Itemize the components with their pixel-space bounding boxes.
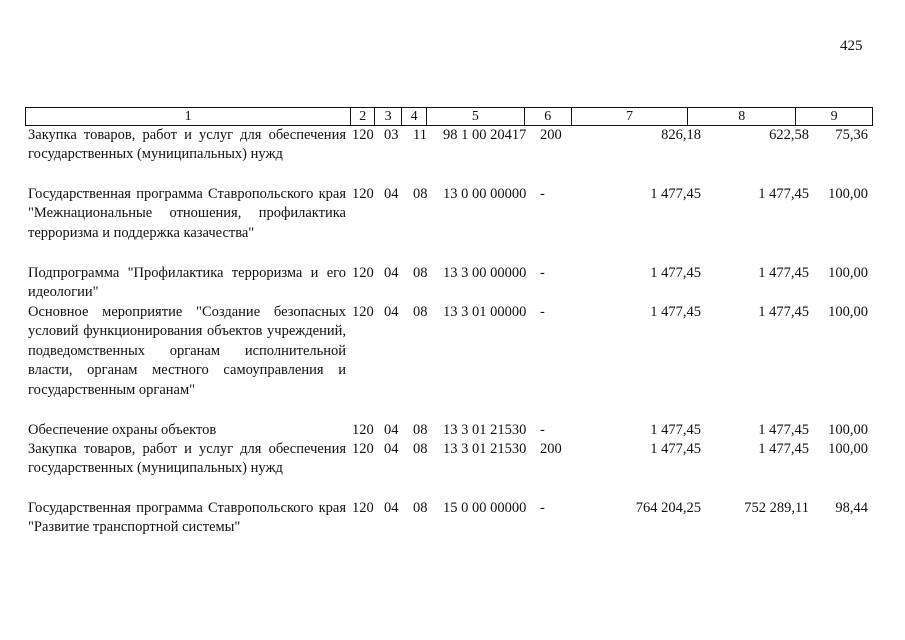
cell-col2: 120 bbox=[352, 265, 374, 281]
cell-col5: 13 3 01 21530 bbox=[443, 422, 527, 438]
cell-col4: 11 bbox=[413, 127, 427, 143]
cell-col8: 622,58 bbox=[769, 127, 809, 143]
table-header-row bbox=[25, 107, 873, 126]
cell-col2: 120 bbox=[352, 441, 374, 457]
cell-col8: 1 477,45 bbox=[758, 265, 809, 281]
cell-col6: - bbox=[540, 265, 545, 281]
cell-col2: 120 bbox=[352, 186, 374, 202]
cell-col7: 1 477,45 bbox=[650, 186, 701, 202]
cell-col4: 08 bbox=[413, 186, 428, 202]
cell-col8: 752 289,11 bbox=[744, 500, 809, 516]
cell-col4: 08 bbox=[413, 441, 428, 457]
row-description: Государственная программа Ставропольского края "Межнациональные отношения, профилактика терроризма и поддержка казачества" bbox=[28, 186, 346, 241]
cell-col4: 08 bbox=[413, 304, 428, 320]
column-header-3: 3 bbox=[375, 108, 402, 125]
column-header-2: 2 bbox=[351, 108, 375, 125]
cell-col3: 04 bbox=[384, 441, 399, 457]
cell-col9: 100,00 bbox=[828, 441, 868, 457]
cell-col3: 03 bbox=[384, 127, 399, 143]
cell-col3: 04 bbox=[384, 500, 399, 516]
cell-col7: 1 477,45 bbox=[650, 441, 701, 457]
cell-col5: 15 0 00 00000 bbox=[443, 500, 527, 516]
cell-col8: 1 477,45 bbox=[758, 441, 809, 457]
cell-col8: 1 477,45 bbox=[758, 422, 809, 438]
cell-col9: 98,44 bbox=[835, 500, 868, 516]
cell-col5: 13 0 00 00000 bbox=[443, 186, 527, 202]
cell-col9: 75,36 bbox=[835, 127, 868, 143]
row-description: Закупка товаров, работ и услуг для обеспечения государственных (муниципальных) нужд bbox=[28, 127, 346, 163]
cell-col4: 08 bbox=[413, 500, 428, 516]
cell-col7: 1 477,45 bbox=[650, 265, 701, 281]
cell-col5: 13 3 00 00000 bbox=[443, 265, 527, 281]
cell-col4: 08 bbox=[413, 422, 428, 438]
column-header-4: 4 bbox=[402, 108, 427, 125]
cell-col3: 04 bbox=[384, 422, 399, 438]
cell-col9: 100,00 bbox=[828, 422, 868, 438]
cell-col3: 04 bbox=[384, 304, 399, 320]
cell-col2: 120 bbox=[352, 304, 374, 320]
cell-col5: 98 1 00 20417 bbox=[443, 127, 527, 143]
row-description: Подпрограмма "Профилактика терроризма и его идеологии" bbox=[28, 265, 346, 301]
column-header-8: 8 bbox=[688, 108, 796, 125]
row-description: Государственная программа Ставропольского края "Развитие транспортной системы" bbox=[28, 500, 346, 536]
column-header-7: 7 bbox=[572, 108, 689, 125]
row-description: Основное мероприятие "Создание безопасных условий функционирования объектов учреждений, подведомственных органам исполнительной власти, органам местного самоуправления и государственным органам" bbox=[28, 304, 346, 398]
cell-col7: 1 477,45 bbox=[650, 422, 701, 438]
cell-col9: 100,00 bbox=[828, 265, 868, 281]
column-header-5: 5 bbox=[427, 108, 525, 125]
column-header-9: 9 bbox=[830, 108, 838, 124]
cell-col2: 120 bbox=[352, 127, 374, 143]
cell-col6: - bbox=[540, 186, 545, 202]
row-description: Обеспечение охраны объектов bbox=[28, 422, 217, 438]
cell-col6: - bbox=[540, 500, 545, 516]
cell-col3: 04 bbox=[384, 265, 399, 281]
column-header-6: 6 bbox=[525, 108, 572, 125]
cell-col7: 764 204,25 bbox=[635, 500, 701, 516]
cell-col2: 120 bbox=[352, 500, 374, 516]
cell-col6: - bbox=[540, 422, 545, 438]
cell-col3: 04 bbox=[384, 186, 399, 202]
cell-col6: 200 bbox=[540, 441, 562, 457]
cell-col5: 13 3 01 21530 bbox=[443, 441, 527, 457]
cell-col7: 826,18 bbox=[661, 127, 701, 143]
cell-col9: 100,00 bbox=[828, 186, 868, 202]
cell-col7: 1 477,45 bbox=[650, 304, 701, 320]
cell-col6: - bbox=[540, 304, 545, 320]
cell-col8: 1 477,45 bbox=[758, 186, 809, 202]
cell-col9: 100,00 bbox=[828, 304, 868, 320]
cell-col2: 120 bbox=[352, 422, 374, 438]
cell-col6: 200 bbox=[540, 127, 562, 143]
cell-col8: 1 477,45 bbox=[758, 304, 809, 320]
page-number: 425 bbox=[840, 38, 863, 54]
cell-col4: 08 bbox=[413, 265, 428, 281]
cell-col5: 13 3 01 00000 bbox=[443, 304, 527, 320]
row-description: Закупка товаров, работ и услуг для обеспечения государственных (муниципальных) нужд bbox=[28, 441, 346, 477]
column-header-1: 1 bbox=[26, 108, 351, 125]
